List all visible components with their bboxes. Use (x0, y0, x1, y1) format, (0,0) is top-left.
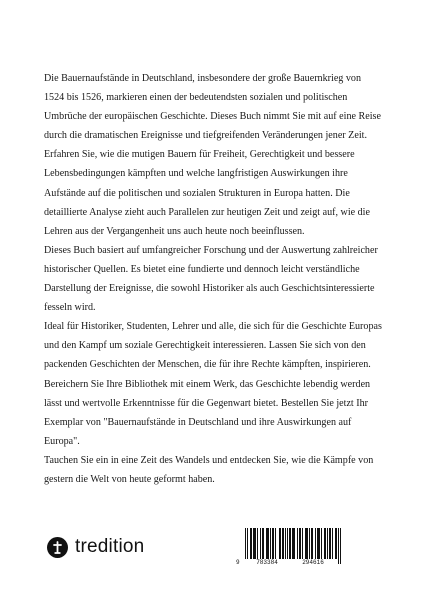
barcode-first-digit: 9 (236, 559, 244, 566)
blurb-paragraph-4: Ideal für Historiker, Studenten, Lehrer und alle, die sich für die Geschichte Europas und den Kampf um soziale Gerechtigkeit interessieren. Lassen Sie sich von den packenden Geschichten der Menschen, die für ihre Rechte kämpften, inspirieren. (44, 321, 382, 371)
barcode-group-2: 294616 (290, 559, 336, 566)
publisher-name: tredition (75, 536, 145, 557)
barcode-group-1: 783384 (244, 559, 290, 566)
blurb-paragraph-5: Bereichern Sie Ihre Bibliothek mit einem Werk, das Geschichte lebendig werden lässt und wertvolle Erkenntnisse für die Gegenwart bietet. Bestellen Sie jetzt Ihr Exemplar von "Bauernaufstände in Deutschland und ihre Auswirkungen auf Europa". (44, 378, 371, 447)
tredition-logo-icon (47, 537, 68, 558)
blurb-paragraph-3: Dieses Buch basiert auf umfangreicher Forschung und der Auswertung zahlreicher historischer Quellen. Es bietet eine fundierte und dennoch leicht verständliche Darstellung der Ereignisse, die sowohl Historiker als auch Geschichtsinteressierte fesseln wird. (44, 244, 378, 314)
isbn-barcode (236, 528, 344, 568)
barcode-digits (236, 559, 344, 566)
blurb-paragraph-6: Tauchen Sie ein in eine Zeit des Wandels und entdecken Sie, wie die Kämpfe von gestern die Welt von heute geformt haben. (44, 454, 374, 485)
blurb-paragraph-1: Die Bauernaufstände in Deutschland, insbesondere der große Bauernkrieg von 1524 bis 1526, markieren einen der bedeutendsten sozialen und politischen Umbrüche der europäischen Geschichte. Dieses Buch nimmt Sie mit auf eine Reise durch die dramatischen Ereignisse und tiefgreifenden Veränderungen jener Zeit. (44, 73, 381, 142)
back-cover-blurb (44, 69, 382, 489)
blurb-paragraph-2: Erfahren Sie, wie die mutigen Bauern für Freiheit, Gerechtigkeit und bessere Lebensbedingungen kämpften und welche langfristigen Auswirkungen ihre Aufstände auf die politischen und sozialen Strukturen in Europa hatten. Die detaillierte Analyse zieht auch Parallelen zur heutigen Zeit und zeigt auf, wie die Lehren aus der Vergangenheit uns auch heute noch beeinflussen. (44, 149, 370, 237)
publisher-logo (47, 536, 144, 558)
